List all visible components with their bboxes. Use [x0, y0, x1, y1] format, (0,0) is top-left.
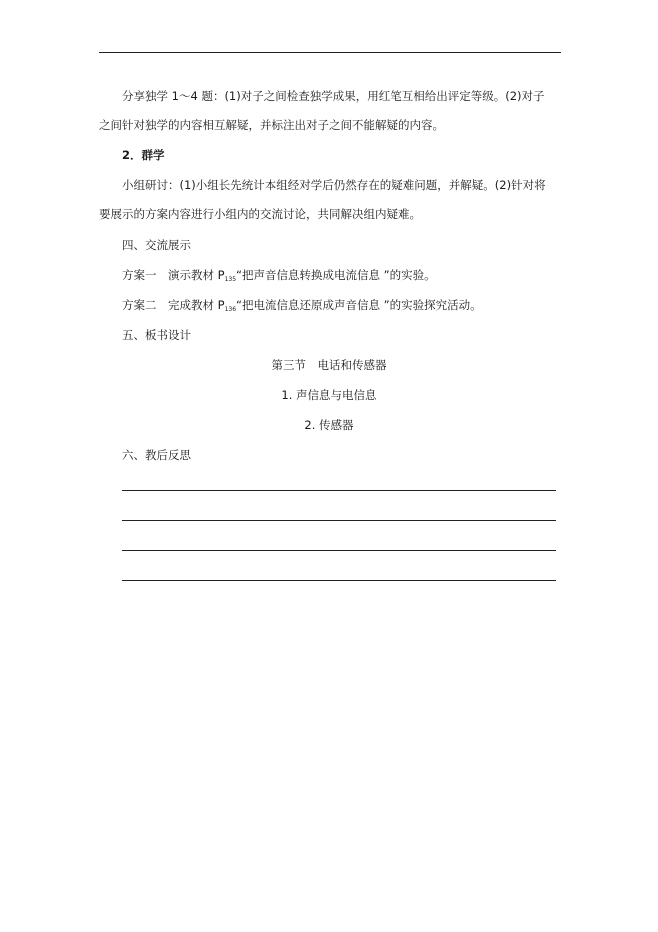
plan-1-prefix: 方案一 演示教材 P — [122, 268, 225, 282]
plan-2-suffix: “把电流信息还原成声音信息 ”的实验探究活动。 — [236, 298, 482, 312]
board-item-2: 2. 传感器 — [304, 418, 354, 432]
group-paragraph-line-2: 要展示的方案内容进行小组内的交流讨论，共同解决组内疑难。 — [99, 207, 421, 221]
section-4-heading: 四、交流展示 — [122, 238, 191, 252]
reflection-line-1 — [122, 490, 556, 491]
plan-1 — [122, 267, 436, 288]
plan-2 — [122, 297, 482, 318]
plan-1-page-subscript: 135 — [224, 276, 237, 283]
board-item-1: 1. 声信息与电信息 — [281, 388, 377, 402]
plan-1-suffix: “把声音信息转换成电流信息 ”的实验。 — [236, 268, 436, 282]
share-paragraph-line-1: 分享独学 1～4 题：(1)对子之间检查独学成果，用红笔互相给出评定等级。(2)对子 — [122, 89, 545, 103]
reflection-line-2 — [122, 520, 556, 521]
share-paragraph-line-2: 之间针对独学的内容相互解疑，并标注出对子之间不能解疑的内容。 — [99, 118, 444, 132]
plan-2-page-subscript: 136 — [224, 306, 237, 313]
reflection-line-3 — [122, 550, 556, 551]
header-rule — [99, 52, 561, 53]
reflection-line-4 — [122, 580, 556, 581]
section-5-heading: 五、板书设计 — [122, 328, 191, 342]
board-title: 第三节 电话和传感器 — [271, 358, 387, 372]
group-paragraph-line-1: 小组研讨：(1)小组长先统计本组经对学后仍然存在的疑难问题，并解疑。(2)针对将 — [122, 178, 546, 192]
section-6-heading: 六、教后反思 — [122, 448, 191, 462]
group-study-heading: 2．群学 — [122, 148, 165, 162]
plan-2-prefix: 方案二 完成教材 P — [122, 298, 225, 312]
